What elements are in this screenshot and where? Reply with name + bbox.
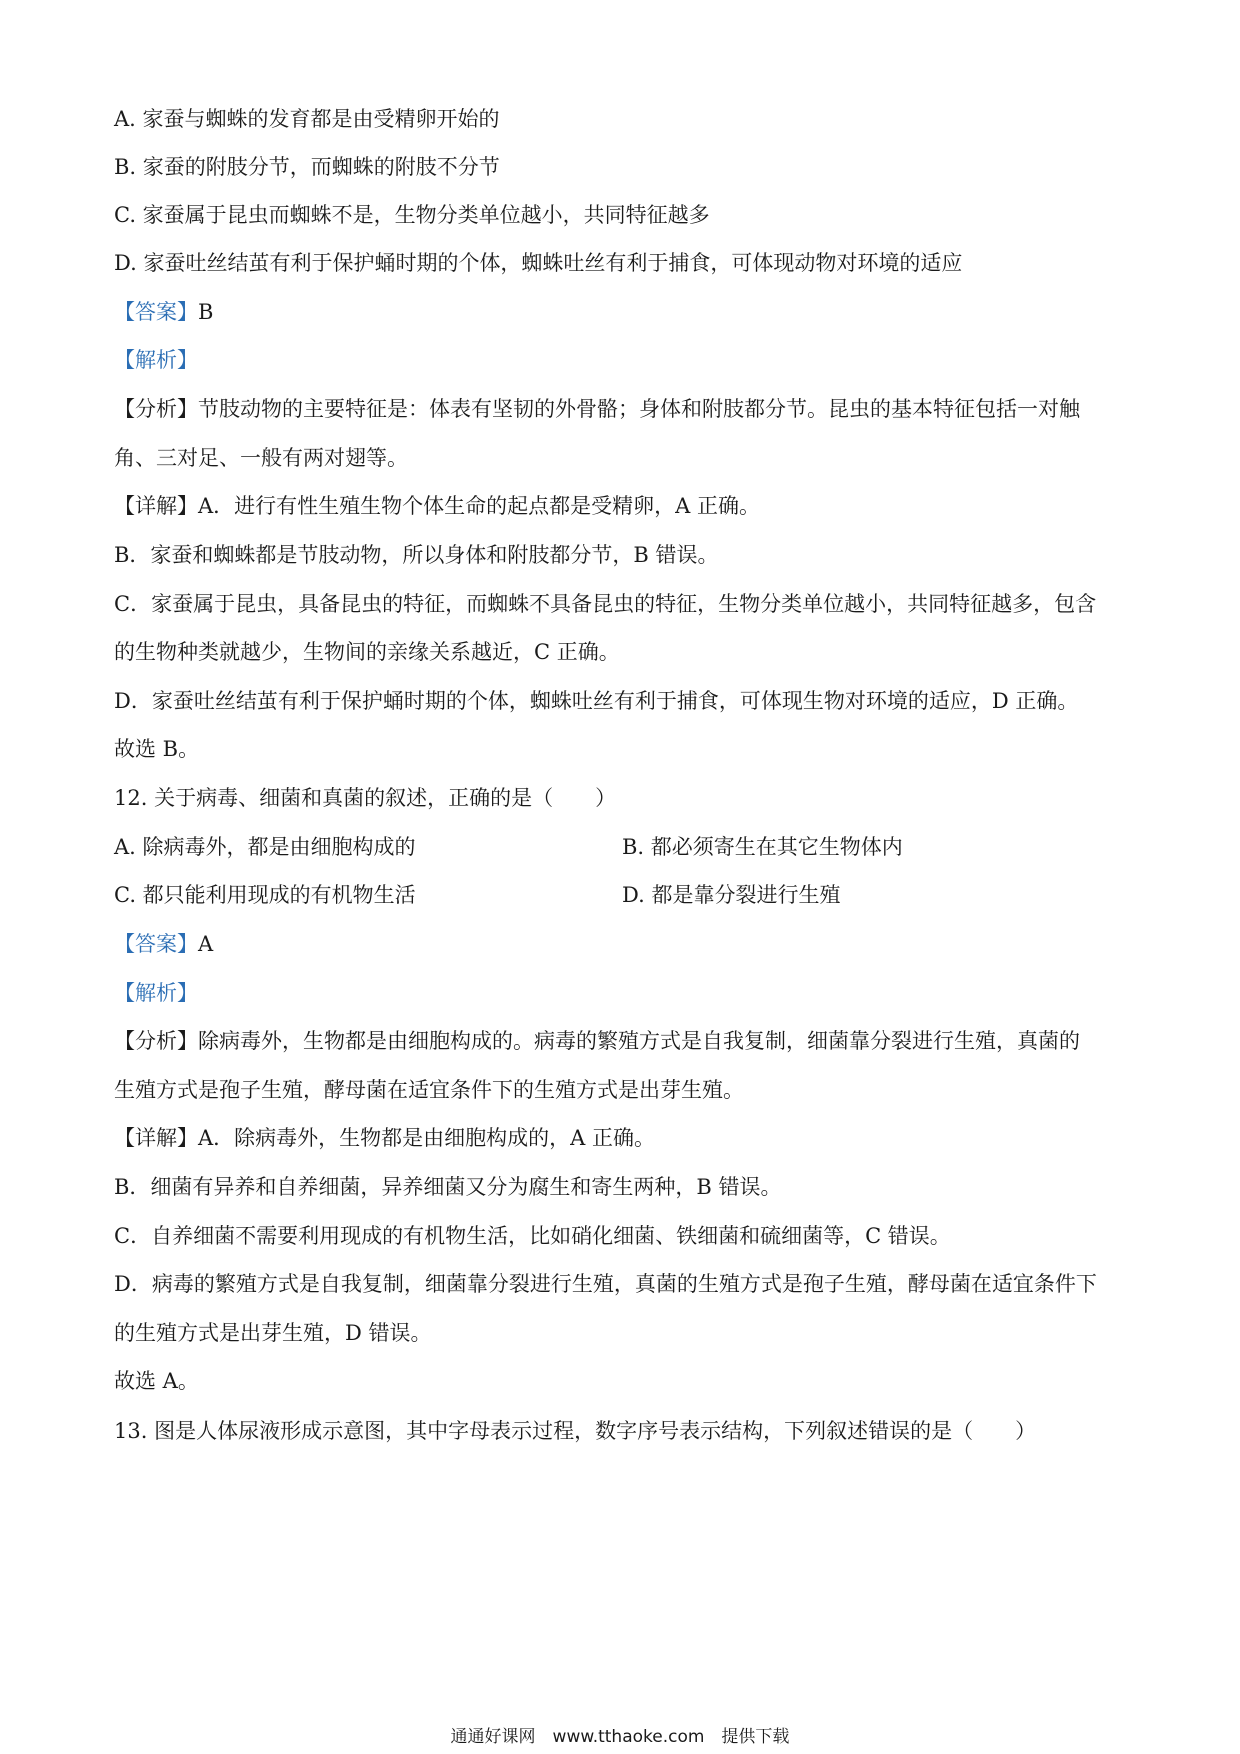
q11-option-a: A. 家蚕与蜘蛛的发育都是由受精卵开始的 (114, 107, 500, 131)
q13-stem: 13. 图是人体尿液形成示意图，其中字母表示过程，数字序号表示结构，下列叙述错误的是（ ） (114, 1419, 1037, 1443)
q12-answer (114, 929, 213, 959)
answer-tag: 【答案】 (114, 932, 198, 956)
q12-analysis-tag: 【解析】 (114, 981, 198, 1005)
q11-option-b: B. 家蚕的附肢分节，而蜘蛛的附肢不分节 (114, 155, 500, 179)
q12-fenxi (114, 1026, 1080, 1056)
q12-option-c: C. 都只能利用现成的有机物生活 (114, 883, 416, 907)
q12-conclusion: 故选 A。 (114, 1369, 199, 1393)
q12-xiangjie-d2: 的生殖方式是出芽生殖，D 错误。 (114, 1321, 432, 1345)
answer-tag: 【答案】 (114, 300, 198, 324)
q12-xiangjie-c: C．自养细菌不需要利用现成的有机物生活，比如硝化细菌、铁细菌和硫细菌等，C 错误。 (114, 1224, 951, 1248)
answer-value: A (198, 932, 214, 956)
q11-conclusion: 故选 B。 (114, 737, 200, 761)
q11-xiangjie-b: B．家蚕和蜘蛛都是节肢动物，所以身体和附肢都分节，B 错误。 (114, 543, 719, 567)
xiangjie-text: A．除病毒外，生物都是由细胞构成的，A 正确。 (198, 1126, 656, 1150)
q11-xiangjie-d: D．家蚕吐丝结茧有利于保护蛹时期的个体，蜘蛛吐丝有利于捕食，可体现生物对环境的适应，D 正确。 (114, 689, 1079, 713)
q12-xiangjie-a (114, 1123, 655, 1153)
xiangjie-text: A．进行有性生殖生物个体生命的起点都是受精卵，A 正确。 (198, 494, 761, 518)
fenxi-tag: 【分析】 (114, 1029, 198, 1053)
q11-option-c: C. 家蚕属于昆虫而蜘蛛不是，生物分类单位越小，共同特征越多 (114, 203, 710, 227)
fenxi-text: 节肢动物的主要特征是：体表有坚韧的外骨骼；身体和附肢都分节。昆虫的基本特征包括一对触 (198, 397, 1080, 421)
q12-stem: 12. 关于病毒、细菌和真菌的叙述，正确的是（ ） (114, 786, 617, 810)
q11-fenxi-cont: 角、三对足、一般有两对翅等。 (114, 446, 408, 470)
q11-analysis-tag: 【解析】 (114, 348, 198, 372)
q12-xiangjie-d1: D．病毒的繁殖方式是自我复制，细菌靠分裂进行生殖，真菌的生殖方式是孢子生殖，酵母菌在适宜条件下 (114, 1272, 1097, 1296)
q11-xiangjie-a (114, 491, 760, 521)
page-footer: 通通好课网 www.tthaoke.com 提供下载 (450, 1727, 790, 1747)
q12-xiangjie-b: B．细菌有异养和自养细菌，异养细菌又分为腐生和寄生两种，B 错误。 (114, 1175, 782, 1199)
q11-xiangjie-c2: 的生物种类就越少，生物间的亲缘关系越近，C 正确。 (114, 640, 620, 664)
q12-option-a: A. 除病毒外，都是由细胞构成的 (114, 835, 416, 859)
q11-xiangjie-c1: C．家蚕属于昆虫，具备昆虫的特征，而蜘蛛不具备昆虫的特征，生物分类单位越小，共同特征越多，包含 (114, 592, 1097, 616)
q12-option-d: D. 都是靠分裂进行生殖 (622, 883, 841, 907)
q11-option-d: D. 家蚕吐丝结茧有利于保护蛹时期的个体，蜘蛛吐丝有利于捕食，可体现动物对环境的适应 (114, 251, 963, 275)
fenxi-text: 除病毒外，生物都是由细胞构成的。病毒的繁殖方式是自我复制，细菌靠分裂进行生殖，真菌的 (198, 1029, 1080, 1053)
xiangjie-tag: 【详解】 (114, 494, 198, 518)
answer-value: B (198, 300, 214, 324)
fenxi-tag: 【分析】 (114, 397, 198, 421)
q11-answer (114, 297, 213, 327)
q12-fenxi-cont: 生殖方式是孢子生殖，酵母菌在适宜条件下的生殖方式是出芽生殖。 (114, 1078, 744, 1102)
q11-fenxi (114, 394, 1080, 424)
q12-option-b: B. 都必须寄生在其它生物体内 (622, 835, 903, 859)
xiangjie-tag: 【详解】 (114, 1126, 198, 1150)
